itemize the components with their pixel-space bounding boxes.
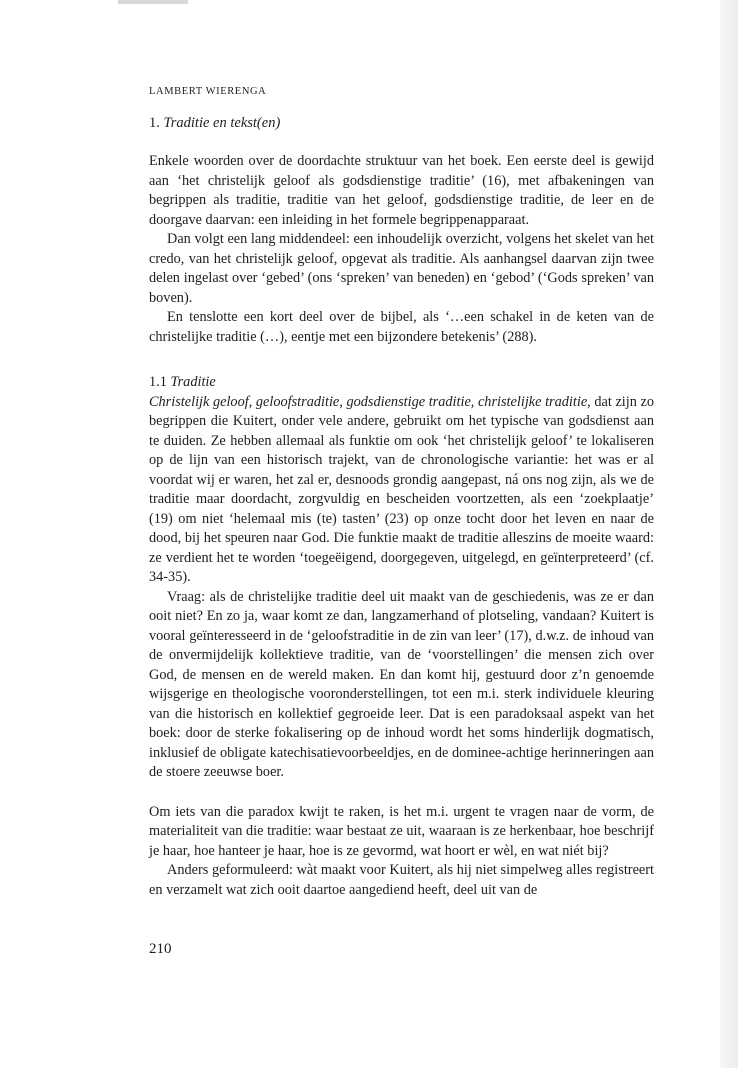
paragraph-bible-part: En tenslotte een kort deel over de bijbel, als ‘…een schakel in de keten van de christelijke traditie (…), eentje met een bijzondere betekenis’ (288).: [149, 309, 654, 345]
subsection-title: Traditie: [170, 374, 216, 390]
paragraph-reformulated: Anders geformuleerd: wàt maakt voor Kuitert, als hij niet simpelweg alles registreert en verzamelt wat zich ooit daartoe aangediend heeft, deel uit van de: [149, 862, 654, 898]
subsection-number: 1.1: [149, 374, 167, 390]
paragraph-structure: Enkele woorden over de doordachte struktuur van het boek. Een eerste deel is gewijd aan ‘het christelijk geloof als godsdienstige traditie’ (16), met afbakeningen van begrippen als traditie, traditie van het geloof, godsdienstige traditie, de leer en de doorgave daarvan: een inleiding in het formele begrippenapparaat.: [149, 153, 654, 228]
running-head: LAMBERT WIERENGA: [149, 86, 267, 97]
page-number: 210: [149, 941, 172, 957]
paragraph-tradition-text: dat zijn zo begrippen die Kuitert, onder vele andere, gebruikt om het typische van godsdienst aan te duiden. Ze hebben allemaal als funktie om ook ‘het christelijk geloof’ te lokaliseren op de lijn van een historisch trajekt, van de chronologische variantie: het was er al voordat wij er waren, het zal er, desnoods grondig aangepast, ná ons nog zijn, als we de traditie maar doordacht, zorgvuldig en bescheiden voortzetten, als een ‘zoekplaatje’ (19) om niet ‘helemaal mis (te) tasten’ (23) op onze tocht door het leven en naar de dood, bij het speuren naar God. Die funktie maakt de traditie alleszins de moeite waard: ze verdient het te worden ‘toegeëigend, doorgegeven, uitgelegd, en geïnterpreteerd’ (cf. 34-35).: [149, 393, 654, 585]
subsection-body: [149, 373, 654, 900]
subsection-heading: [149, 373, 654, 393]
section-number: 1.: [149, 115, 160, 131]
section-heading: [149, 115, 280, 132]
paragraph-tradition-terms: [149, 393, 654, 588]
paragraph-paradox: Om iets van die paradox kwijt te raken, is het m.i. urgent te vragen naar de vorm, de materialiteit van die traditie: waar bestaat ze uit, waaraan is ze herkenbaar, hoe beschrijf je haar, hoe hanteer je haar, hoe is ze gevormd, wat hoort er wèl, en wat niét bij?: [149, 803, 654, 859]
paragraph-question: Vraag: als de christelijke traditie deel uit maakt van de geschiedenis, was ze er dan ooit niet? En zo ja, waar komt ze dan, langzamerhand of plotseling, vandaan? Kuitert is vooral geïnteresseerd in de ‘geloofstraditie in de zin van leer’ (17), d.w.z. de inhoud van de onvermijdelijk kollektieve traditie, van de ‘voorstellingen’ die mensen zich over God, de mensen en de wereld maken. En dan komt hij, gestuurd door z’n genoemde wijsgerige en theologische vooronderstellingen, tot een m.i. sterk individuele kleuring van die historisch en kollektief gegroeide leer. Dat is een paradoksaal aspekt van het boek: door de sterke fokalisering op de inhoud wordt het soms hinderlijk dogmatisch, inklusief de obligate katechisatievoorbeeldjes, en de dominee-achtige herinneringen aan de stoere zeeuwse boer.: [149, 588, 654, 780]
page-edge-shadow: [720, 0, 738, 1068]
paragraph-middle-part: Dan volgt een lang middendeel: een inhoudelijk overzicht, volgens het skelet van het credo, van het christelijk geloof, opgevat als traditie. Als aanhangsel daarvan zijn twee delen ingelast over ‘gebed’ (ons ‘spreken’ van beneden) en ‘gebod’ (‘Gods spreken’ van boven).: [149, 231, 654, 306]
section-body: [149, 152, 654, 347]
section-title: Traditie en tekst(en): [163, 115, 281, 131]
lead-terms: Christelijk geloof, geloofstraditie, godsdienstige traditie, christelijke traditie,: [149, 393, 591, 410]
scan-mark: [118, 0, 188, 4]
